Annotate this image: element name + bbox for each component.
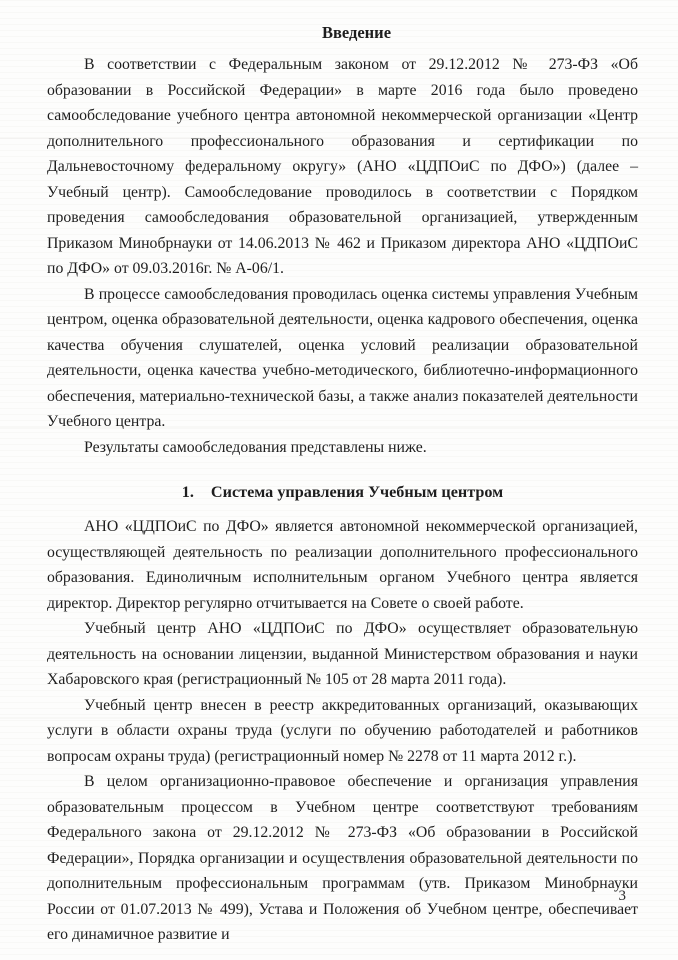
section-paragraph-2: Учебный центр АНО «ЦДПОиС по ДФО» осуществляет образовательную деятельность на основании лицензии, выданной Министерством образования и науки Хабаровского края (регистрационный № 105 от 28 марта 2011 года). — [47, 620, 638, 688]
intro-paragraph-1: В соответствии с Федеральным законом от 29.12.2012 № 273-ФЗ «Об образовании в Российской Федерации» в марте 2016 года было проведено самообследование учебного центра автономной некоммерческой организации «Центр дополнительного профессионального образования и сертификации по Дальневосточному федеральному округу» (АНО «ЦДПОиС по ДФО») (далее – Учебный центр). Самообследование проводилось в соответствии с Порядком проведения самообследования образовательной организацией, утвержденным Приказом Минобрнауки от 14.06.2013 № 462 и Приказом директора АНО «ЦДПОиС по ДФО» от 09.03.2016г. № А-06/1. — [47, 56, 638, 277]
section-paragraph-1: АНО «ЦДПОиС по ДФО» является автономной некоммерческой организацией, осуществляющей деятельность по реализации дополнительного профессионального образования. Единоличным исполнительным органом Учебного центра является директор. Директор регулярно отчитывается на Совете о своей работе. — [47, 518, 638, 612]
section-paragraph-3: Учебный центр внесен в реестр аккредитованных организаций, оказывающих услуги в области охраны труда (услуги по обучению работодателей и работников вопросам охраны труда) (регистрационный номер № 2278 от 11 марта 2012 г.). — [47, 696, 638, 765]
section-heading — [47, 479, 638, 505]
section-title: Система управления Учебным центром — [210, 483, 504, 501]
section-number: 1. — [181, 483, 194, 501]
section-paragraph-4: В целом организационно-правовое обеспечение и организация управления образовательным процессом в Учебном центре соответствуют требованиям Федерального закона от 29.12.2012 № 273-ФЗ «Об образовании в Российской Федерации», Порядка организации и осуществления образовательной деятельности по дополнительным профессиональным программам (утв. Приказом Минобрнауки России от 01.07.2013 № 499), Устава и Положения об Учебном центре, обеспечивает его динамичное развитие и — [47, 773, 638, 943]
intro-paragraph-3: Результаты самообследования представлены ниже. — [84, 438, 427, 456]
page-title: Введение — [321, 23, 392, 42]
intro-paragraph-2: В процессе самообследования проводилась оценка системы управления Учебным центром, оценка образовательной деятельности, оценка кадрового обеспечения, оценка качества обучения слушателей, оценка условий реализации образовательной деятельности, оценка качества учебно-методического, библиотечно-информационного обеспечения, материально-технической базы, а также анализ показателей деятельности Учебного центра. — [47, 285, 638, 430]
page-number: 3 — [618, 888, 626, 904]
